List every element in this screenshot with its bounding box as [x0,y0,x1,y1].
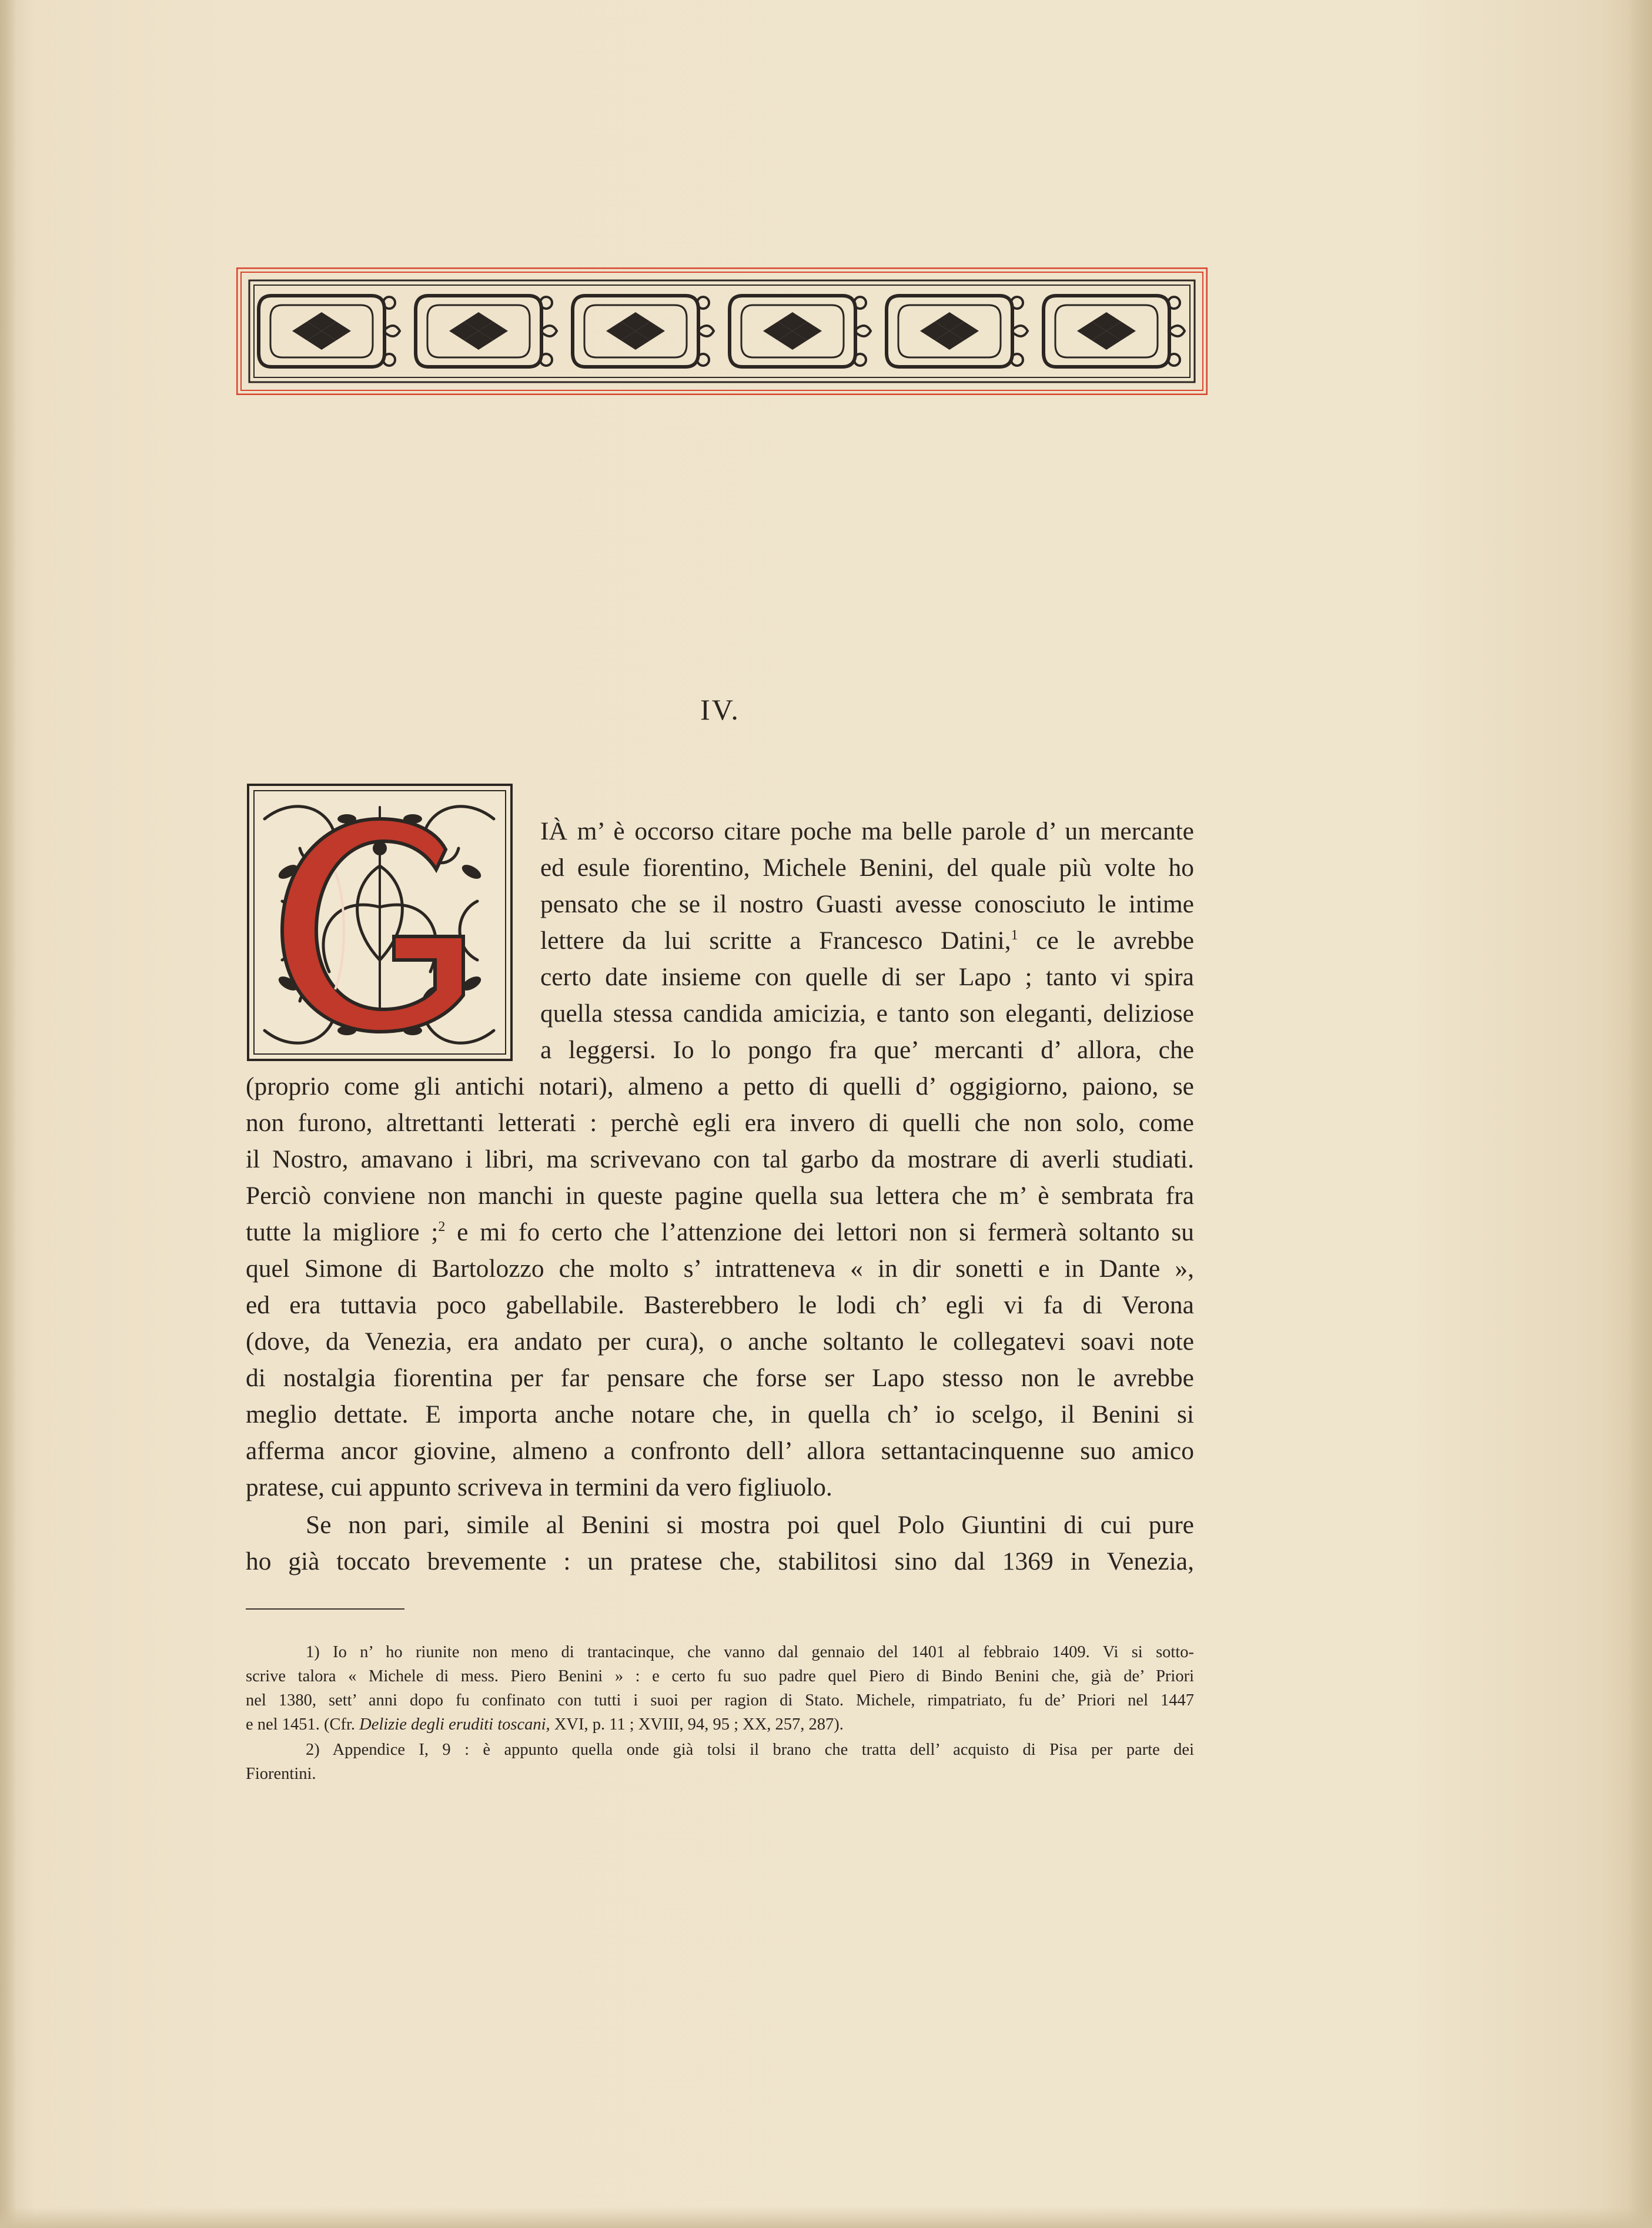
body-line: il Nostro, amavano i libri, ma scrivevano con tal garbo da mostrare di averli studiati. [246,1145,1194,1173]
page-edge-bottom [0,2207,1652,2228]
footnote-ref-1: 1 [1011,928,1018,943]
body-text: ce le avrebbe [1036,926,1194,955]
body-line: (proprio come gli antichi notari), almeno a petto di quelli d’ oggigiorno, paiono, se [246,1072,1194,1100]
body-line: non furono, altrettanti letterati : perchè egli era invero di quelli che non solo, come [246,1109,1194,1137]
body-line: meglio dettate. E importa anche notare che, in quella ch’ io scelgo, il Benini si [246,1400,1194,1429]
page-edge-right [1628,0,1652,2228]
footnote-text: XVI, p. 11 ; XVIII, 94, 95 ; XX, 257, 287). [554,1715,844,1734]
footnote-text: e nel 1451. (Cfr. [246,1715,356,1734]
footnote-line [246,1712,1194,1737]
ornamental-header-band [236,267,1208,395]
body-line: Perciò conviene non manchi in queste pagine quella sua lettera che m’ è sembrata fra [246,1182,1194,1210]
body-line: certo date insieme con quelle di ser Lapo ; tanto vi spira [540,963,1194,991]
footnote-line: scrive talora « Michele di mess. Piero Benini » : e certo fu suo padre quel Piero di Bindo Benini che, già de’ Priori [246,1667,1194,1685]
body-line: afferma ancor giovine, almeno a confronto dell’ allora settantacinquenne suo amico [246,1437,1194,1465]
body-line [540,922,1194,959]
chapter-heading: IV. [700,693,740,726]
footnote-line: Fiorentini. [246,1765,316,1783]
body-line: pensato che se il nostro Guasti avesse conosciuto le intime [540,890,1194,918]
body-text: e mi fo certo che l’attenzione dei lettori non si fermerà soltanto su [457,1218,1195,1246]
body-line: di nostalgia fiorentina per far pensare che forse ser Lapo stesso non le avrebbe [246,1364,1194,1392]
body-line: quella stessa candida amicizia, e tanto son eleganti, deliziose [540,999,1194,1028]
footnote-ref-2: 2 [438,1219,446,1235]
footnote-line: nel 1380, sett’ anni dopo fu confinato con tutti i suoi per ragion di Stato. Michele, rimpatriato, fu de’ Priori nel 1447 [246,1691,1194,1710]
decorated-initial-g [247,784,513,1061]
body-text: tutte la migliore ; [246,1218,439,1246]
body-line: pratese, cui appunto scriveva in termini da vero figliuolo. [246,1473,832,1501]
footnote-title: Delizie degli eruditi toscani, [359,1715,550,1734]
body-text: lettere da lui scritte a Francesco Datini, [540,926,1011,955]
body-line: (dove, da Venezia, era andato per cura), o anche soltanto le collegatevi soavi note [246,1327,1194,1356]
body-line: ho già toccato brevemente : un pratese che, stabilitosi sino dal 1369 in Venezia, [246,1547,1194,1575]
body-line: quel Simone di Bartolozzo che molto s’ intratteneva « in dir sonetti e in Dante », [246,1254,1194,1283]
body-line: IÀ m’ è occorso citare poche ma belle parole d’ un mercante [540,817,1194,845]
footnote-rule [246,1608,404,1610]
body-line [246,1214,1194,1250]
body-line: a leggersi. Io lo pongo fra que’ mercanti d’ allora, che [540,1036,1194,1064]
body-line: ed era tuttavia poco gabellabile. Basterebbero le lodi ch’ egli vi fa di Verona [246,1291,1194,1319]
body-line: Se non pari, simile al Benini si mostra poi quel Polo Giuntini di cui pure [306,1511,1194,1539]
footnote-line: 1) Io n’ ho riunite non meno di trantacinque, che vanno dal gennaio del 1401 al febbraio 1409. Vi si sotto- [306,1643,1194,1661]
footnote-line: 2) Appendice I, 9 : è appunto quella onde già tolsi il brano che tratta dell’ acquisto di Pisa per parte dei [306,1741,1194,1759]
page-gutter [0,0,16,2228]
body-line: ed esule fiorentino, Michele Benini, del quale più volte ho [540,854,1194,882]
